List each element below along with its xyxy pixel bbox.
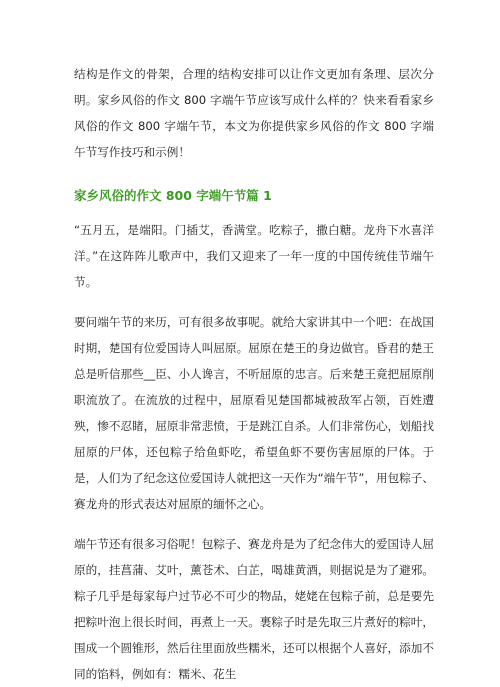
article-body xyxy=(74,61,434,687)
body-paragraph-1: “五月五，是端阳。门插艾，香满堂。吃粽子，撒白糖。龙舟下水喜洋洋。”在这阵阵儿歌声中，我们又迎来了一年一度的中国传统佳节端午节。 xyxy=(74,223,434,289)
section-heading: 家乡风俗的作文 800 字端午节篇 1 xyxy=(74,188,272,203)
body-paragraph-2: 要问端午节的来历，可有很多故事呢。就给大家讲其中一个吧：在战国时期，楚国有位爱国诗人叫屈原。屈原在楚王的身边做官。昏君的楚王总是听信那些__臣、小人谗言，不听屈原的忠言。后来楚王竟把屈原削职流放了。在流放的过程中，屈原看见楚国都城被敌军占领，百姓遭殃，惨不忍睹，屈原非常悲愤，于是跳江自杀。人们非常伤心，划船找屈原的尸体，还包粽子给鱼虾吃，希望鱼虾不要伤害屈原的尸体。于是，人们为了纪念这位爱国诗人就把这一天作为“端午节”，用包粽子、赛龙舟的形式表达对屈原的缅怀之心。 xyxy=(74,315,434,511)
body-paragraph-3: 端午节还有很多习俗呢！包粽子、赛龙舟是为了纪念伟大的爱国诗人屈原的，挂菖蒲、艾叶，薰苍术、白芷，喝雄黄酒，则据说是为了避邪。粽子几乎是每家每户过节必不可少的物品，姥姥在包粽子前，总是要先把粽叶泡上很长时间，再煮上一天。裹粽子时是先取三片煮好的粽叶，围成一个圆锥形，然后往里面放些糯米，还可以根据个人喜好，添加不同的馅料，例如有：糯米、花生 xyxy=(74,537,434,681)
intro-paragraph: 结构是作文的骨架，合理的结构安排可以让作文更加有条理、层次分明。家乡风俗的作文 800 字端午节应该写成什么样的？快来看看家乡风俗的作文 800 字端午节，本文为你提供家乡风俗的作文 800 字端午节写作技巧和示例！ xyxy=(74,67,434,159)
